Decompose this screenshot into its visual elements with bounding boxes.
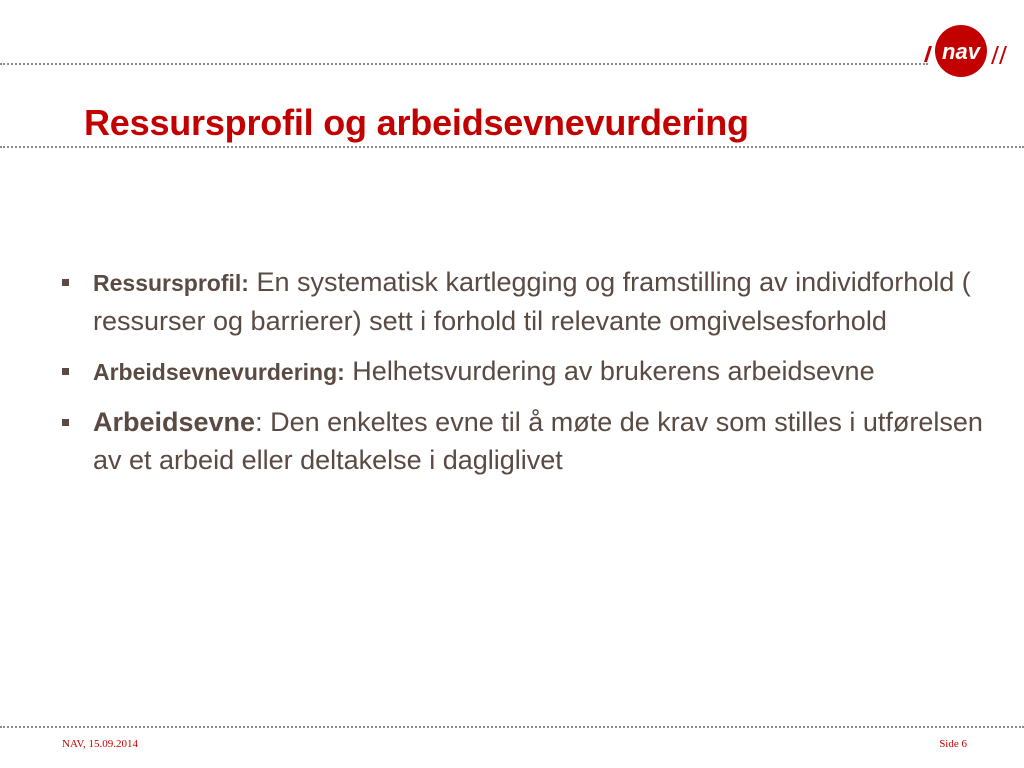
footer-dotted-divider (0, 726, 1024, 728)
bullet-term: Arbeidsevne (93, 407, 256, 437)
logo-slash-left-icon (924, 46, 932, 62)
bullet-item-ressursprofil (62, 263, 992, 340)
title-dotted-divider (0, 146, 1024, 148)
bullet-text: En systematisk kartlegging og framstilling av individforhold ( ressurser og barrierer) sett i forhold til relevante omgivelsesforhold (93, 267, 971, 336)
nav-logo (920, 20, 1010, 80)
bullet-term: Ressursprofil: (93, 270, 249, 296)
bullet-item-arbeidsevne (62, 403, 992, 479)
square-bullet-icon (62, 279, 69, 286)
square-bullet-icon (62, 368, 69, 375)
bullet-term: Arbeidsevnevurdering: (93, 359, 345, 385)
bullet-text: : Den enkeltes evne til å møte de krav som stilles i utførelsen av et arbeid eller deltakelse i dagliglivet (93, 407, 983, 475)
footer-date: NAV, 15.09.2014 (62, 738, 138, 750)
bullet-list (62, 263, 992, 491)
square-bullet-icon (62, 419, 69, 426)
logo-slash-right-1-icon (991, 46, 999, 64)
nav-logo-text: nav (942, 39, 980, 64)
top-dotted-divider (0, 63, 928, 65)
logo-slash-right-2-icon (999, 46, 1007, 64)
slide-title: Ressursprofil og arbeidsevnevurdering (84, 102, 749, 143)
bullet-text: Helhetsvurdering av brukerens arbeidsevne (344, 356, 875, 386)
bullet-item-arbeidsevnevurdering (62, 352, 992, 391)
footer-page-number: Side 6 (939, 738, 967, 750)
